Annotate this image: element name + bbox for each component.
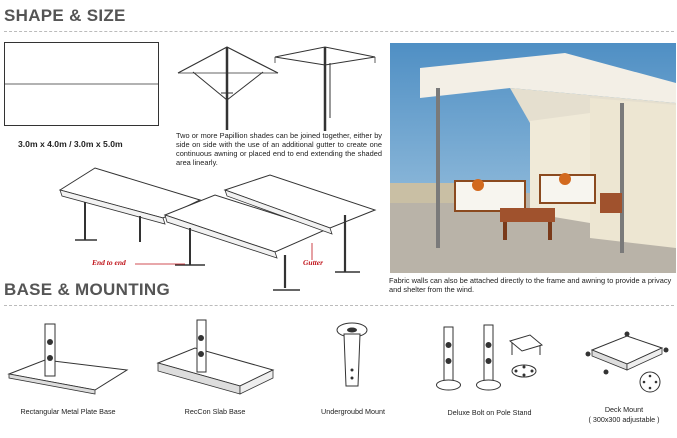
bottom-divider [4,305,674,306]
metal-plate-base-diagram [5,322,130,397]
photo-caption: Fabric walls can also be attached directly to the frame and awning to provide a privacy and shelter from the wind. [389,276,672,294]
deck-mount-diagram [582,328,670,398]
mount-3-label: Undergroubd Mount [321,407,385,416]
underground-mount-diagram [330,320,375,400]
gutter-label: Gutter [303,258,324,267]
single-shade-front-diagram [175,45,285,130]
mount-5-sublabel: ( 300x300 adjustable ) [588,415,660,424]
mount-2-label: RecCon Slab Base [184,407,246,416]
slab-base-diagram [155,318,277,393]
mount-1-label: Rectangular Metal Plate Base [20,407,116,416]
bolt-on-pole-stand-diagram [432,323,547,393]
join-description: Two or more Papillion shades can be joined together, either by side on side with the use of an additional gutter to create one continuous awning or placed end to end extending the shaded area linearly. [176,131,382,167]
end-to-end-label: End to end [92,258,126,267]
patio-photo [390,43,676,273]
single-shade-side-diagram [270,43,380,133]
size-label: 3.0m x 4.0m / 3.0m x 5.0m [18,139,123,149]
shape-size-heading: SHAPE & SIZE [4,6,126,25]
mount-4-label: Deluxe Bolt on Pole Stand [447,408,532,417]
mount-5-label: Deck Mount [604,405,644,414]
top-divider [4,31,674,32]
base-mounting-heading: BASE & MOUNTING [4,280,170,299]
awning-plan-diagram [4,42,164,128]
